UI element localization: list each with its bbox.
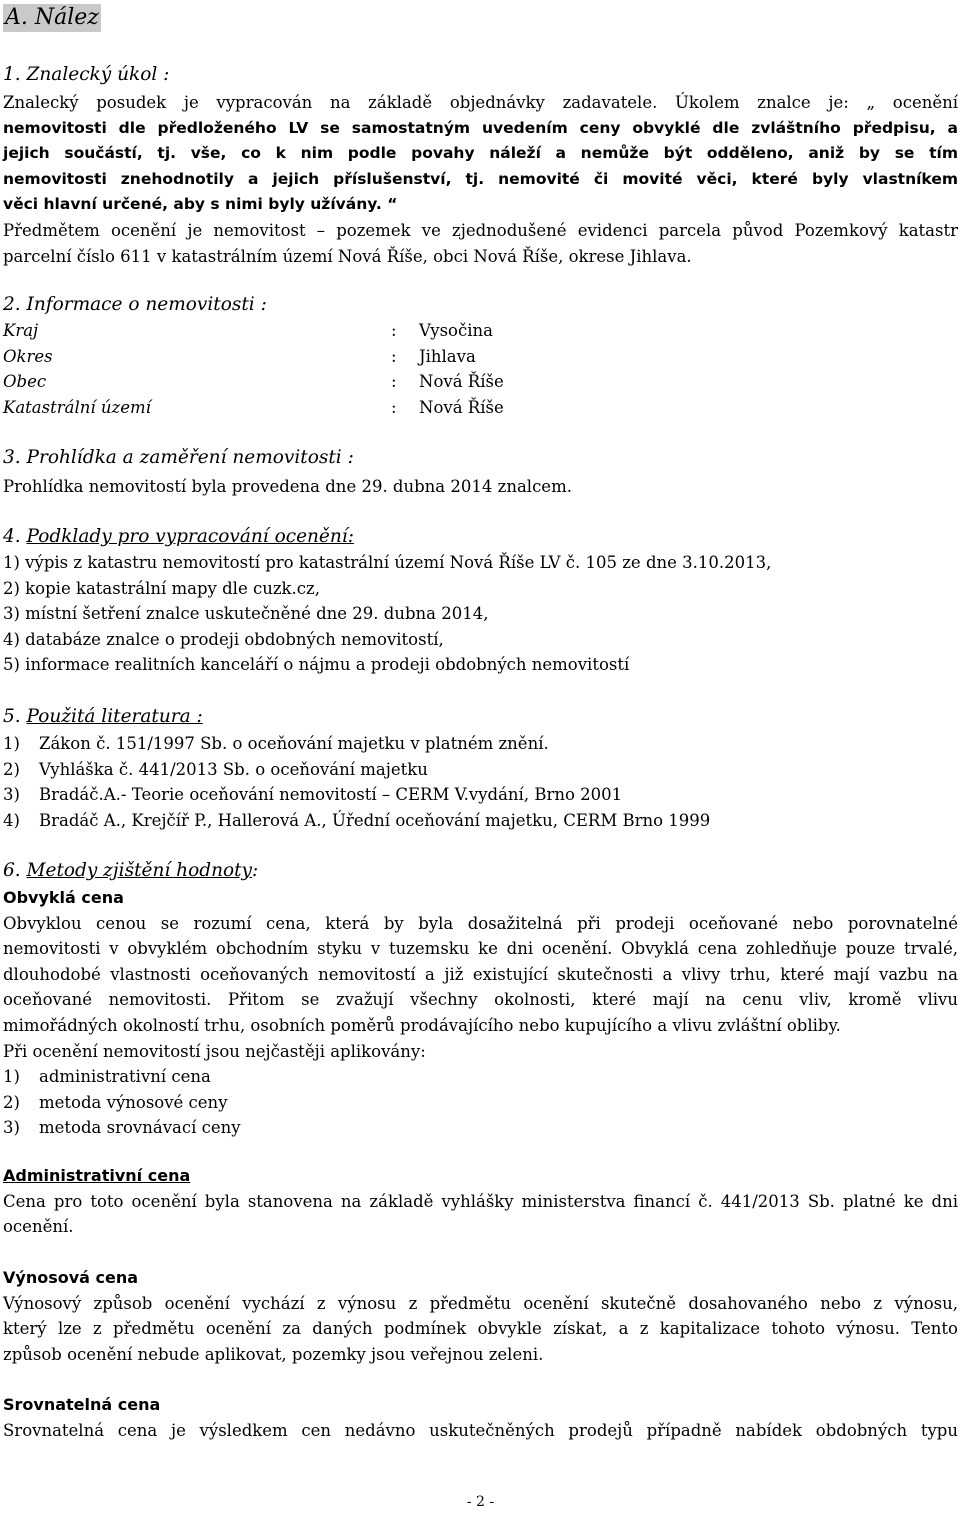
info-colon: : [391, 372, 397, 392]
paragraph-line: mimořádných okolností trhu, osobních poměrů prodávajícího nebo kupujícího a vlivu zvláštní obliby. [3, 1015, 841, 1035]
s1-text-line-2: parcelní číslo 611 v katastrálním území Nová Říše, obci Nová Říše, okrese Jihlava. [3, 246, 692, 266]
section-1-heading: 1. Znalecký úkol : [3, 64, 170, 85]
section-6-title: Metody zjištění hodnoty [26, 860, 253, 881]
list-item: 4) databáze znalce o prodeji obdobných nemovitostí, [3, 629, 444, 649]
section-3-heading [3, 445, 958, 471]
paragraph-line: dlouhodobé vlastnosti oceňovaných nemovitostí a již existující skutečnosti a vlivy trhu, které mají vazbu na [3, 964, 958, 984]
section-5-heading [3, 704, 958, 730]
list-number: 1) [3, 1067, 20, 1087]
s1-bold-line-3: nemovitosti znehodnotily a jejich příslušenství, tj. nemovité či movité věci, které byly vlastníkem [3, 169, 958, 188]
info-value: Nová Říše [419, 372, 504, 392]
info-label: Obec [3, 372, 47, 392]
info-colon: : [391, 346, 397, 366]
info-row-katastralni-uzemi [3, 395, 958, 421]
list-item: 1) výpis z katastru nemovitostí pro katastrální území Nová Říše LV č. 105 ze dne 3.10.2013, [3, 553, 772, 572]
list-item [3, 1090, 958, 1116]
methods-intro: Při ocenění nemovitostí jsou nejčastěji aplikovány: [3, 1041, 426, 1061]
info-label: Kraj [3, 321, 39, 340]
section-2-number: 2. [3, 294, 21, 315]
list-text: Bradáč A., Krejčíř P., Hallerová A., Úřední oceňování majetku, CERM Brno 1999 [39, 810, 711, 830]
info-row-kraj [3, 318, 958, 344]
info-value: Nová Říše [419, 397, 504, 417]
list-item [3, 782, 958, 808]
paragraph-line: oceňované nemovitosti. Přitom se zvažují všechny okolnosti, které mají na cenu vliv, kromě vlivu [3, 990, 958, 1010]
list-text: Vyhláška č. 441/2013 Sb. o oceňování majetku [39, 759, 428, 779]
list-number: 1) [3, 734, 20, 753]
info-row-obec [3, 369, 958, 395]
section-2-heading [3, 292, 958, 318]
s1-bold-line-1: nemovitosti dle předloženého LV se samostatným uvedením ceny obvyklé dle zvláštního předpisu, a [3, 118, 958, 137]
vynosova-cena-title: Výnosová cena [3, 1268, 139, 1287]
list-item: 2) kopie katastrální mapy dle cuzk.cz, [3, 578, 320, 598]
list-item [3, 731, 958, 757]
list-text: Zákon č. 151/1997 Sb. o oceňování majetku v platném znění. [39, 734, 549, 753]
paragraph-line: Srovnatelná cena je výsledkem cen nedávno uskutečněných prodejů případně nabídek obdobných typu [3, 1420, 958, 1440]
list-item: 3) místní šetření znalce uskutečněné dne 29. dubna 2014, [3, 604, 489, 624]
section-4-number: 4. [3, 526, 21, 547]
paragraph-line: Cena pro toto ocenění byla stanovena na základě vyhlášky ministerstva financí č. 441/2013 Sb. platné ke dni [3, 1191, 958, 1211]
list-item [3, 1064, 958, 1090]
obvykla-cena-block [3, 885, 958, 1141]
paragraph-line: Obvyklou cenou se rozumí cena, která by byla dosažitelná při prodeji oceňované nebo porovnatelné [3, 913, 958, 933]
info-row-okres [3, 344, 958, 370]
info-value: Jihlava [419, 346, 476, 366]
info-label: Katastrální území [3, 397, 151, 417]
list-item [3, 757, 958, 783]
administrativni-cena-title: Administrativní cena [3, 1166, 191, 1185]
sources-list [3, 550, 958, 678]
section-4-title: Podklady pro vypracování ocenění: [26, 526, 354, 547]
section-3-text: Prohlídka nemovitostí byla provedena dne 29. dubna 2014 znalcem. [3, 477, 572, 496]
list-number: 2) [3, 1092, 20, 1112]
section-3-number: 3. [3, 447, 21, 468]
list-item [3, 808, 958, 834]
paragraph-line: nemovitosti v obvyklém obchodním styku v tuzemsku ke dni ocenění. Obvyklá cena zohledňuje pouze trvalé, [3, 939, 958, 959]
list-item: 5) informace realitních kanceláří o nájmu a prodeji obdobných nemovitostí [3, 655, 630, 675]
paragraph-line: Výnosový způsob ocenění vychází z výnosu z předmětu ocenění skutečně dosahovaného nebo z výnosu, [3, 1293, 958, 1313]
list-number: 3) [3, 785, 20, 805]
list-number: 2) [3, 759, 20, 779]
property-info-table [3, 318, 958, 420]
srovnatelna-cena-block [3, 1392, 958, 1443]
list-number: 4) [3, 810, 20, 830]
list-text: metoda srovnávací ceny [39, 1118, 241, 1138]
obvykla-cena-title: Obvyklá cena [3, 888, 124, 907]
section-5-title: Použitá literatura : [26, 706, 203, 727]
document-title: A. Nález [5, 5, 99, 30]
s1-text-line-1: Předmětem ocenění je nemovitost – pozemek ve zjednodušené evidenci parcela původ Pozemkový katastr [3, 220, 958, 240]
s1-bold-line-4: věci hlavní určené, aby s nimi byly užívány. “ [3, 195, 398, 214]
list-item [3, 1115, 958, 1141]
paragraph-line: způsob ocenění nebude aplikovat, pozemky jsou veřejnou zeleni. [3, 1344, 544, 1364]
section-1-body [3, 90, 958, 269]
paragraph-line: ocenění. [3, 1217, 74, 1237]
s1-line-1: Znalecký posudek je vypracován na základě objednávky zadavatele. Úkolem znalce je: „ ocenění [3, 93, 958, 112]
list-text: Bradáč.A.- Teorie oceňování nemovitostí – CERM V.vydání, Brno 2001 [39, 785, 623, 805]
section-3-title: Prohlídka a zaměření nemovitosti : [26, 447, 354, 468]
administrativni-cena-block [3, 1163, 958, 1240]
page-number: - 2 - [466, 1494, 495, 1510]
info-value: Vysočina [419, 321, 493, 340]
literature-list [3, 731, 958, 833]
info-colon: : [391, 397, 397, 417]
section-2-title: Informace o nemovitosti : [26, 294, 267, 315]
s1-bold-line-2: jejich součástí, tj. vše, co k nim podle povahy náleží a nemůže být odděleno, aniž by se tím [3, 144, 958, 163]
vynosova-cena-block [3, 1265, 958, 1367]
list-text: administrativní cena [39, 1067, 211, 1087]
list-text: metoda výnosové ceny [39, 1092, 228, 1112]
info-label: Okres [3, 346, 53, 366]
list-number: 3) [3, 1118, 20, 1138]
section-4-heading [3, 524, 958, 550]
section-6-number: 6. [3, 860, 21, 881]
section-6-colon: : [252, 860, 259, 881]
paragraph-line: který lze z předmětu ocenění za daných podmínek obvykle získat, a z kapitalizace tohoto výnosu. Tento [3, 1319, 958, 1339]
section-6-heading [3, 858, 958, 884]
srovnatelna-cena-title: Srovnatelná cena [3, 1395, 161, 1414]
info-colon: : [391, 321, 397, 340]
section-5-number: 5. [3, 706, 21, 727]
